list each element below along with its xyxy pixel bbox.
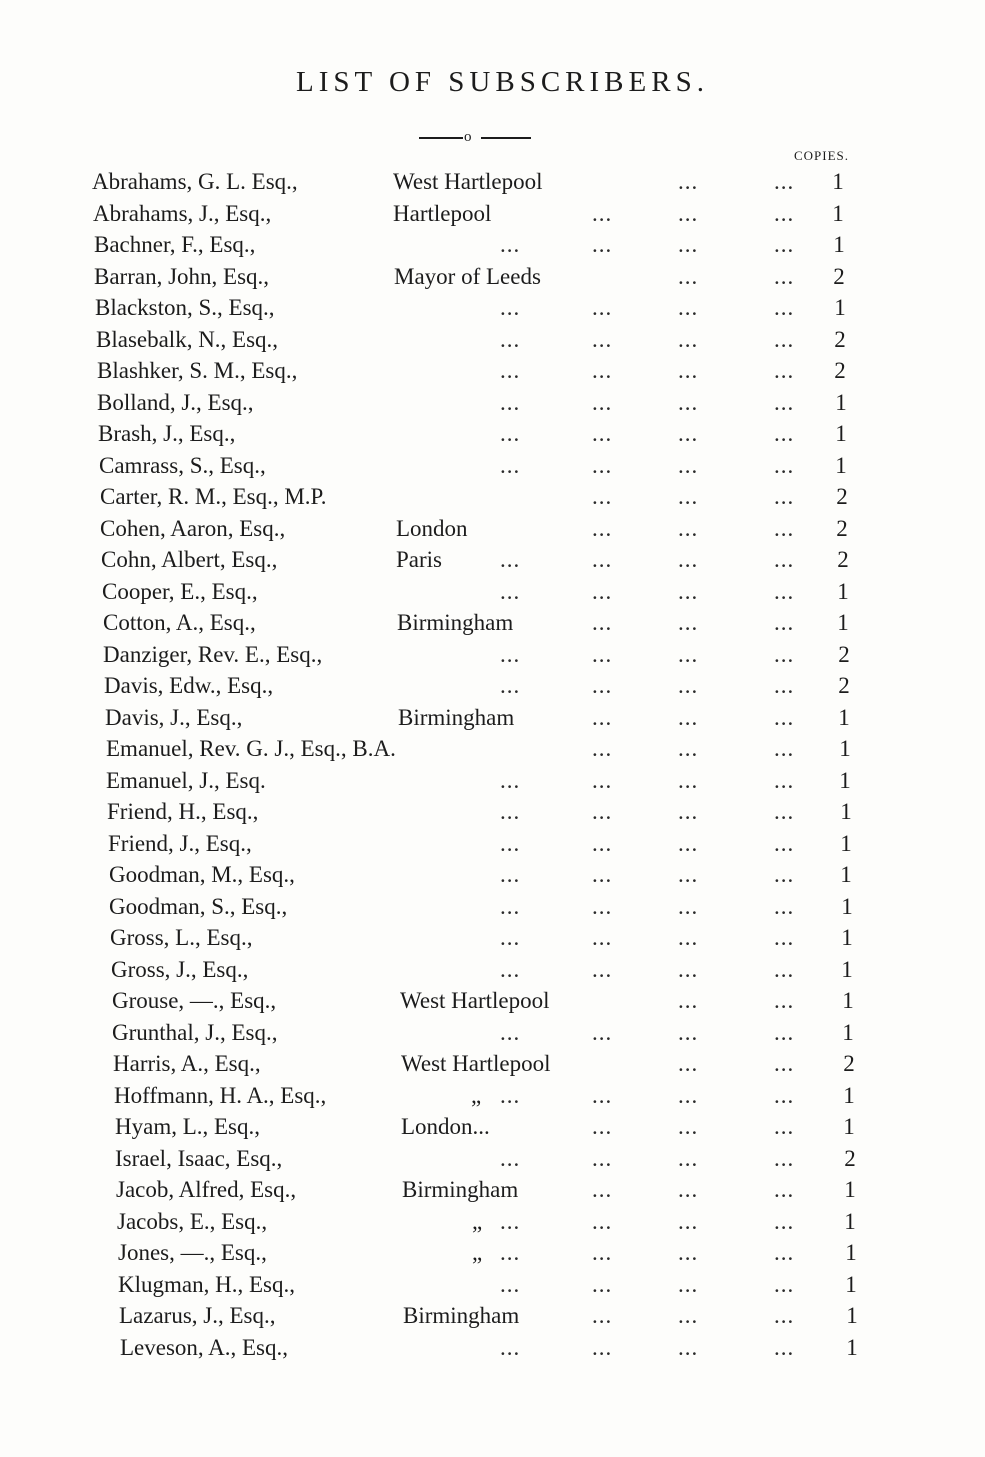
copies-count: 1 [835, 452, 847, 478]
leader-dots: ... [678, 1082, 699, 1108]
copies-count: 1 [837, 610, 849, 635]
copies-count: 1 [843, 1082, 855, 1108]
subscriber-place: Birmingham [403, 1303, 520, 1328]
copies-count: 2 [836, 515, 848, 541]
page-title: LIST OF SUBSCRIBERS. [296, 66, 709, 98]
leader-dots: ... [592, 1114, 613, 1139]
subscriber-name: Jacob, Alfred, Esq., [116, 1177, 297, 1202]
leader-dots: ... [678, 1240, 699, 1265]
leader-dots: ... [500, 358, 521, 383]
leader-dots: ... [592, 1334, 613, 1360]
leader-dots: ... [678, 452, 699, 478]
leader-dots: ... [592, 1019, 613, 1045]
leader-dots: ... [500, 326, 521, 352]
leader-dots: ... [678, 421, 699, 446]
leader-dots: ... [500, 1019, 521, 1045]
leader-dots: ... [774, 1145, 795, 1171]
subscriber-name: Cotton, A., Esq., [103, 610, 256, 635]
subscriber-row [0, 954, 985, 986]
subscriber-row [0, 1080, 985, 1112]
leader-dots: ... [774, 1082, 795, 1108]
subscriber-row [0, 607, 985, 639]
copies-count: 1 [845, 1271, 857, 1297]
copies-count: 2 [833, 263, 845, 289]
subscriber-name: Emanuel, Rev. G. J., Esq., B.A. [106, 736, 396, 761]
leader-dots: ... [774, 1334, 795, 1360]
leader-dots: ... [592, 326, 613, 352]
subscriber-place: West Hartlepool [393, 169, 543, 194]
subscriber-row [0, 1300, 985, 1332]
leader-dots: ... [774, 1019, 795, 1045]
subscriber-row [0, 450, 985, 482]
copies-count: 1 [843, 1114, 855, 1139]
leader-dots: ... [678, 484, 699, 509]
subscriber-row [0, 985, 985, 1017]
copies-count: 1 [832, 200, 844, 226]
leader-dots: ... [500, 547, 521, 572]
copies-count: 1 [841, 893, 853, 919]
leader-dots: ... [774, 641, 795, 667]
leader-dots: ... [500, 295, 521, 320]
copies-count: 1 [833, 232, 845, 257]
leader-dots: ... [774, 767, 795, 793]
ornament-mark: o [464, 129, 472, 145]
subscriber-name: Brash, J., Esq., [98, 421, 236, 446]
subscriber-name: Hoffmann, H. A., Esq., [114, 1082, 327, 1108]
subscriber-row [0, 324, 985, 356]
leader-dots: ... [678, 326, 699, 352]
subscriber-row [0, 639, 985, 671]
subscriber-name: Goodman, M., Esq., [109, 862, 295, 887]
leader-dots: ... [678, 1208, 699, 1234]
leader-dots: ... [678, 704, 699, 730]
leader-dots: ... [774, 799, 795, 824]
subscriber-place: Birmingham [398, 704, 515, 730]
subscriber-name: Leveson, A., Esq., [120, 1334, 289, 1360]
leader-dots: ... [678, 767, 699, 793]
copies-count: 1 [844, 1208, 856, 1234]
leader-dots: ... [592, 1303, 613, 1328]
copies-count: 1 [840, 862, 852, 887]
subscriber-place: Hartlepool [393, 200, 492, 226]
leader-dots: ... [678, 1145, 699, 1171]
leader-dots: ... [592, 641, 613, 667]
leader-dots: ... [592, 1177, 613, 1202]
subscriber-place: Paris [396, 547, 442, 572]
subscriber-row [0, 1332, 985, 1364]
leader-dots: ... [678, 200, 699, 226]
subscriber-row [0, 859, 985, 891]
copies-count: 1 [842, 1019, 854, 1045]
leader-dots: ... [500, 1334, 521, 1360]
copies-count: 1 [840, 830, 852, 856]
leader-dots: ... [500, 232, 521, 257]
subscriber-row [0, 198, 985, 230]
leader-dots: ... [774, 610, 795, 635]
copies-count: 2 [837, 547, 849, 572]
copies-count: 1 [835, 421, 847, 446]
leader-dots: ... [500, 830, 521, 856]
leader-dots: ... [500, 925, 521, 950]
leader-dots: ... [592, 736, 613, 761]
leader-dots: ... [774, 1208, 795, 1234]
leader-dots: ... [774, 893, 795, 919]
subscriber-row [0, 733, 985, 765]
leader-dots: ... [774, 925, 795, 950]
leader-dots: ... [774, 421, 795, 446]
subscriber-row [0, 544, 985, 576]
subscriber-row [0, 1048, 985, 1080]
subscriber-name: Gross, L., Esq., [110, 925, 253, 950]
leader-dots: ... [774, 1303, 795, 1328]
subscriber-place: London... [401, 1114, 490, 1139]
ornament-rule-right [481, 137, 531, 139]
leader-dots: ... [774, 295, 795, 320]
leader-dots: ... [678, 263, 699, 289]
leader-dots: ... [592, 956, 613, 982]
leader-dots: ... [678, 925, 699, 950]
leader-dots: ... [592, 673, 613, 698]
leader-dots: ... [774, 673, 795, 698]
leader-dots: ... [774, 452, 795, 478]
subscriber-name: Camrass, S., Esq., [99, 452, 266, 478]
subscriber-place: West Hartlepool [400, 988, 550, 1013]
leader-dots: ... [678, 1303, 699, 1328]
leader-dots: ... [678, 736, 699, 761]
subscriber-name: Abrahams, G. L. Esq., [92, 169, 298, 194]
leader-dots: ... [592, 830, 613, 856]
subscriber-row [0, 355, 985, 387]
leader-dots: ... [500, 767, 521, 793]
leader-dots: ... [592, 704, 613, 730]
ornament-rule-left [419, 137, 463, 139]
subscriber-row [0, 828, 985, 860]
subscriber-name: Danziger, Rev. E., Esq., [103, 641, 323, 667]
subscriber-name: Jacobs, E., Esq., [117, 1208, 268, 1234]
leader-dots: ... [678, 641, 699, 667]
subscriber-row [0, 1269, 985, 1301]
subscriber-name: Lazarus, J., Esq., [119, 1303, 276, 1328]
subscriber-row [0, 229, 985, 261]
title-ornament [419, 127, 531, 147]
leader-dots: ... [592, 1240, 613, 1265]
leader-dots: ... [774, 1114, 795, 1139]
leader-dots: ... [592, 295, 613, 320]
subscriber-name: Bachner, F., Esq., [94, 232, 256, 257]
subscriber-name: Friend, J., Esq., [108, 830, 252, 856]
leader-dots: ... [500, 1208, 521, 1234]
leader-dots: ... [678, 358, 699, 383]
subscriber-list [0, 166, 985, 1363]
subscriber-name: Carter, R. M., Esq., M.P. [100, 484, 327, 509]
leader-dots: ... [500, 893, 521, 919]
leader-dots: ... [774, 326, 795, 352]
leader-dots: ... [500, 1271, 521, 1297]
subscriber-row [0, 387, 985, 419]
subscriber-name: Cohen, Aaron, Esq., [100, 515, 286, 541]
subscriber-row [0, 1174, 985, 1206]
copies-count: 1 [841, 956, 853, 982]
copies-count: 1 [846, 1334, 858, 1360]
leader-dots: ... [500, 1145, 521, 1171]
copies-count: 1 [835, 389, 847, 415]
subscriber-name: Abrahams, J., Esq., [93, 200, 272, 226]
subscriber-row [0, 292, 985, 324]
subscriber-name: Bolland, J., Esq., [97, 389, 254, 415]
leader-dots: ... [774, 862, 795, 887]
subscriber-row [0, 702, 985, 734]
subscriber-row [0, 765, 985, 797]
leader-dots: ... [774, 200, 795, 226]
subscriber-row [0, 891, 985, 923]
leader-dots: ... [774, 515, 795, 541]
copies-count: 1 [845, 1240, 857, 1265]
copies-count: 1 [846, 1303, 858, 1328]
subscriber-place: London [396, 515, 468, 541]
subscriber-name: Blackston, S., Esq., [95, 295, 275, 320]
copies-count: 1 [842, 988, 854, 1013]
leader-dots: ... [592, 893, 613, 919]
leader-dots: ... [678, 1114, 699, 1139]
subscriber-name: Davis, Edw., Esq., [104, 673, 274, 698]
leader-dots: ... [500, 641, 521, 667]
leader-dots: ... [774, 736, 795, 761]
subscriber-name: Gross, J., Esq., [111, 956, 249, 982]
leader-dots: ... [774, 358, 795, 383]
copies-count: 1 [840, 799, 852, 824]
subscriber-place: „ [471, 1082, 482, 1108]
subscriber-row [0, 670, 985, 702]
leader-dots: ... [592, 925, 613, 950]
leader-dots: ... [678, 1051, 699, 1076]
subscriber-name: Emanuel, J., Esq. [106, 767, 266, 793]
leader-dots: ... [592, 862, 613, 887]
copies-count: 2 [838, 641, 850, 667]
leader-dots: ... [500, 389, 521, 415]
copies-count: 2 [843, 1051, 855, 1076]
copies-count: 2 [834, 326, 846, 352]
leader-dots: ... [678, 893, 699, 919]
leader-dots: ... [774, 169, 795, 194]
subscriber-name: Hyam, L., Esq., [115, 1114, 261, 1139]
leader-dots: ... [500, 1082, 521, 1108]
leader-dots: ... [774, 1177, 795, 1202]
leader-dots: ... [774, 956, 795, 982]
subscriber-row [0, 576, 985, 608]
leader-dots: ... [774, 1240, 795, 1265]
leader-dots: ... [592, 452, 613, 478]
leader-dots: ... [500, 956, 521, 982]
copies-count: 2 [834, 358, 846, 383]
leader-dots: ... [678, 673, 699, 698]
leader-dots: ... [592, 389, 613, 415]
leader-dots: ... [774, 1271, 795, 1297]
leader-dots: ... [774, 830, 795, 856]
subscriber-row [0, 261, 985, 293]
copies-count: 2 [836, 484, 848, 509]
copies-count: 2 [844, 1145, 856, 1171]
subscriber-row [0, 1111, 985, 1143]
subscriber-name: Grouse, —., Esq., [112, 988, 277, 1013]
leader-dots: ... [592, 515, 613, 541]
subscriber-name: Barran, John, Esq., [94, 263, 270, 289]
leader-dots: ... [678, 578, 699, 604]
leader-dots: ... [678, 547, 699, 572]
subscriber-name: Friend, H., Esq., [107, 799, 259, 824]
leader-dots: ... [500, 1240, 521, 1265]
leader-dots: ... [774, 1051, 795, 1076]
subscriber-name: Blasebalk, N., Esq., [96, 326, 279, 352]
subscriber-row [0, 481, 985, 513]
subscriber-row [0, 1237, 985, 1269]
copies-count: 1 [838, 704, 850, 730]
leader-dots: ... [774, 263, 795, 289]
copies-count: 1 [844, 1177, 856, 1202]
leader-dots: ... [592, 799, 613, 824]
subscriber-row [0, 513, 985, 545]
subscriber-name: Jones, —., Esq., [118, 1240, 267, 1265]
leader-dots: ... [678, 862, 699, 887]
subscriber-name: Harris, A., Esq., [113, 1051, 261, 1076]
leader-dots: ... [592, 610, 613, 635]
subscriber-place: Birmingham [402, 1177, 519, 1202]
copies-count: 1 [832, 169, 844, 194]
leader-dots: ... [592, 1208, 613, 1234]
leader-dots: ... [678, 1271, 699, 1297]
leader-dots: ... [678, 830, 699, 856]
leader-dots: ... [592, 484, 613, 509]
copies-count: 1 [837, 578, 849, 604]
leader-dots: ... [678, 956, 699, 982]
subscriber-name: Blashker, S. M., Esq., [97, 358, 298, 383]
leader-dots: ... [678, 389, 699, 415]
copies-count: 1 [839, 767, 851, 793]
leader-dots: ... [500, 862, 521, 887]
subscriber-row [0, 166, 985, 198]
subscriber-row [0, 1206, 985, 1238]
copies-count: 1 [841, 925, 853, 950]
subscriber-name: Grunthal, J., Esq., [112, 1019, 278, 1045]
subscriber-place: Mayor of Leeds [394, 263, 541, 289]
leader-dots: ... [678, 1177, 699, 1202]
leader-dots: ... [592, 578, 613, 604]
leader-dots: ... [500, 799, 521, 824]
subscriber-place: „ [472, 1208, 483, 1234]
subscriber-name: Israel, Isaac, Esq., [115, 1145, 283, 1171]
leader-dots: ... [592, 232, 613, 257]
leader-dots: ... [678, 295, 699, 320]
leader-dots: ... [774, 232, 795, 257]
leader-dots: ... [678, 610, 699, 635]
leader-dots: ... [500, 578, 521, 604]
leader-dots: ... [500, 673, 521, 698]
leader-dots: ... [774, 484, 795, 509]
leader-dots: ... [678, 1019, 699, 1045]
leader-dots: ... [500, 421, 521, 446]
subscriber-name: Klugman, H., Esq., [118, 1271, 295, 1297]
leader-dots: ... [592, 547, 613, 572]
subscriber-name: Cohn, Albert, Esq., [101, 547, 278, 572]
leader-dots: ... [774, 988, 795, 1013]
leader-dots: ... [774, 547, 795, 572]
leader-dots: ... [592, 1145, 613, 1171]
subscriber-place: West Hartlepool [401, 1051, 551, 1076]
leader-dots: ... [592, 1271, 613, 1297]
subscriber-name: Davis, J., Esq., [105, 704, 243, 730]
subscriber-row [0, 418, 985, 450]
leader-dots: ... [500, 452, 521, 478]
leader-dots: ... [774, 704, 795, 730]
leader-dots: ... [592, 200, 613, 226]
subscriber-place: Birmingham [397, 610, 514, 635]
copies-count: 1 [839, 736, 851, 761]
copies-count: 1 [834, 295, 846, 320]
subscriber-place: „ [472, 1240, 483, 1265]
copies-count: 2 [838, 673, 850, 698]
leader-dots: ... [678, 799, 699, 824]
leader-dots: ... [592, 421, 613, 446]
leader-dots: ... [678, 169, 699, 194]
leader-dots: ... [592, 1082, 613, 1108]
leader-dots: ... [774, 389, 795, 415]
leader-dots: ... [678, 515, 699, 541]
leader-dots: ... [774, 578, 795, 604]
subscriber-row [0, 796, 985, 828]
leader-dots: ... [592, 358, 613, 383]
leader-dots: ... [678, 232, 699, 257]
subscriber-row [0, 1017, 985, 1049]
subscriber-row [0, 922, 985, 954]
leader-dots: ... [678, 988, 699, 1013]
leader-dots: ... [678, 1334, 699, 1360]
copies-column-header: COPIES. [794, 148, 850, 163]
subscriber-name: Goodman, S., Esq., [109, 893, 288, 919]
leader-dots: ... [592, 767, 613, 793]
subscriber-row [0, 1143, 985, 1175]
subscriber-name: Cooper, E., Esq., [102, 578, 258, 604]
